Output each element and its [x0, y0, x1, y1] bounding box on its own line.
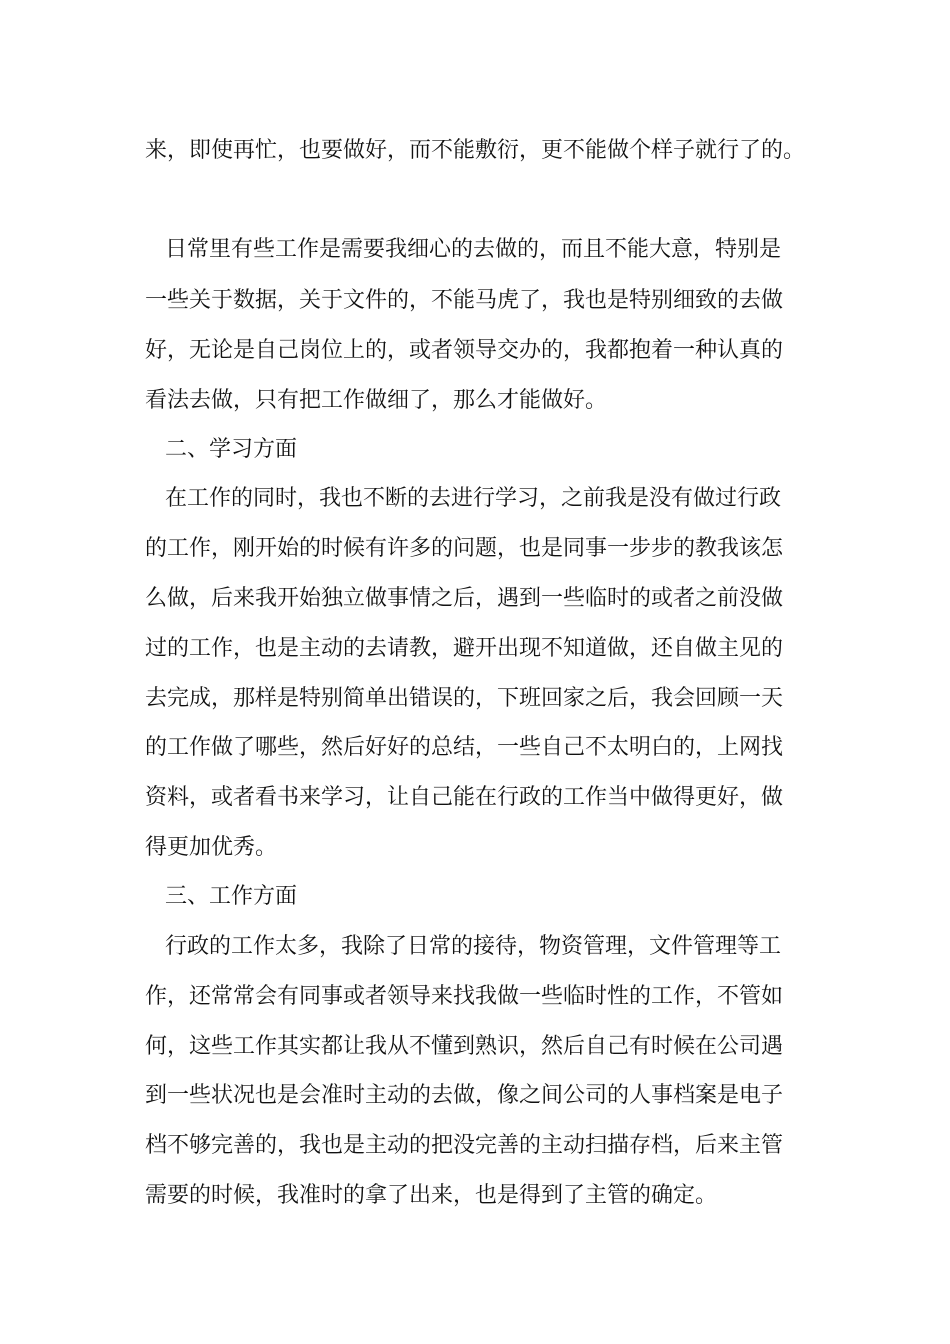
paragraph-line: 看法去做，只有把工作做细了，那么才能做好。: [145, 388, 608, 413]
paragraph-line: 到一些状况也是会准时主动的去做，像之间公司的人事档案是电子: [145, 1083, 784, 1108]
paragraph-line: 来，即使再忙，也要做好，而不能敷衍，更不能做个样子就行了的。: [145, 138, 806, 163]
paragraph-line: 过的工作，也是主动的去请教，避开出现不知道做，还自做主见的: [145, 636, 784, 661]
section-heading: 二、学习方面: [165, 437, 298, 462]
paragraph-line: 行政的工作太多，我除了日常的接待，物资管理，文件管理等工: [165, 934, 782, 959]
paragraph-line: 一些关于数据，关于文件的，不能马虎了，我也是特别细致的去做: [145, 288, 784, 313]
paragraph-line: 何，这些工作其实都让我从不懂到熟识，然后自己有时候在公司遇: [145, 1034, 784, 1059]
paragraph-line: 得更加优秀。: [145, 835, 278, 860]
paragraph-line: 好，无论是自己岗位上的，或者领导交办的，我都抱着一种认真的: [145, 338, 784, 363]
section-heading: 三、工作方面: [165, 884, 298, 909]
paragraph-line: 档不够完善的，我也是主动的把没完善的主动扫描存档，后来主管: [145, 1133, 784, 1158]
paragraph-line: 么做，后来我开始独立做事情之后，遇到一些临时的或者之前没做: [145, 586, 784, 611]
paragraph-line: 日常里有些工作是需要我细心的去做的，而且不能大意，特别是: [165, 237, 782, 262]
paragraph-line: 需要的时候，我准时的拿了出来，也是得到了主管的确定。: [145, 1183, 718, 1208]
paragraph-line: 的工作，刚开始的时候有许多的问题，也是同事一步步的教我该怎: [145, 536, 784, 561]
paragraph-line: 在工作的同时，我也不断的去进行学习，之前我是没有做过行政: [165, 486, 782, 511]
paragraph-line: 去完成，那样是特别简单出错误的，下班回家之后，我会回顾一天: [145, 686, 784, 711]
paragraph-line: 作，还常常会有同事或者领导来找我做一些临时性的工作，不管如: [145, 984, 784, 1009]
paragraph-line: 的工作做了哪些，然后好好的总结，一些自己不太明白的，上网找: [145, 735, 784, 760]
paragraph-line: 资料，或者看书来学习，让自己能在行政的工作当中做得更好，做: [145, 785, 784, 810]
